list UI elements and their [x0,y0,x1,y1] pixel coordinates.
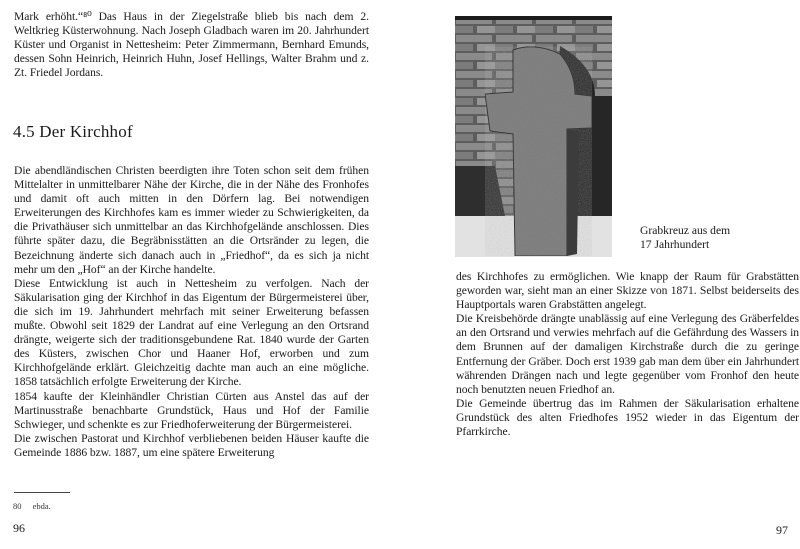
right-page [400,0,800,549]
paragraph: des Kirchhofes zu ermöglichen. Wie knapp der Raum für Grabstätten geworden war, sieht man an einer Skizze von 1871. Selbst beiderseits des Hauptportals waren Grabstätten angelegt. [456,270,799,312]
footnote [13,501,51,511]
footnote-divider [14,492,70,493]
footnote-number: 80 [13,501,22,511]
paragraph: Die Gemeinde übertrug das im Rahmen der Säkularisation erhaltene Grundstück des alten Friedhofes 1952 wieder in das Eigentum der Pfarrkirche. [456,396,799,439]
right-body-text [456,270,799,439]
grave-cross-photo [455,16,612,257]
grave-cross-illustration [455,16,612,257]
intro-paragraph [14,10,369,80]
page-number-left: 96 [13,521,25,535]
paragraph: 1854 kaufte der Kleinhändler Christian Cürten aus Anstel das auf der Martinusstraße benachbarte Grundstück, Haus und Hof der Familie Schwieger, und schenkte es zur Friedhoferweiterung der Bürgermeisterei. [14,389,369,431]
footnote-text: ebda. [32,501,51,511]
caption-line: Grabkreuz aus dem [640,224,731,237]
paragraph: Diese Entwicklung ist auch in Nettesheim zu verfolgen. Nach der Säkularisation ging der Kirchhof in das Eigentum der Bürgermeisterei über, die sich im 19. Jahrhundert mehrfach mit seiner Erweiterung befassen mußte. Obwohl seit 1829 der Landrat auf eine Verlegung an den Ortsrand drängte, weigerte sich der traditionsgebundene Rat. 1840 wurde der Garten des Küsters, zwischen Chor und Haaner Hof, erworben und zum Kirchhofgelände erklärt. Gleichzeitig dachte man auch an eine mögliche. 1858 tatsächlich erfolgte Erweiterung der Kirche. [14,276,369,389]
paragraph: Die abendländischen Christen beerdigten ihre Toten schon seit dem frühen Mittelalter in unmittelbarer Nähe der Kirche, die in der Nähe des Fronhofes und damit oft auch mitten in den Dörfern lag. Bei notwendigen Erweiterungen des Kirchhofes kam es immer wieder zu Schwierigkeiten, da die Privathäuser sich unmittelbar an das Kirchhofgelände anschlossen. Dies führte später dazu, die Begräbnisstätten an die Ortsränder zu legen, die Bezeichnung änderte sich danach auch in „Friedhof“, da es sich ja nicht mehr um den „Hof“ an der Kirche handelte. [14,164,369,276]
photo-caption [640,224,760,252]
page-number-right: 97 [776,523,788,537]
paragraph: Die Kreisbehörde drängte unablässig auf eine Verlegung des Gräberfeldes an den Ortsrand und verwies mehrfach auf die Gefährdung des Wassers in dem Brunnen auf der damaligen Kirchstraße durch die zu geringe Entfernung der Gräber. Doch erst 1939 gab man dem über ein Jahrhundert währenden Drängen nach und legte gegenüber vom Fronhof den heute noch benutzten neuen Friedhof an. [456,312,799,396]
paragraph: Mark erhöht.“⁸⁰ Das Haus in der Ziegelstraße blieb bis nach dem 2. Weltkrieg Küsterwohnung. Nach Joseph Gladbach waren im 20. Jahrhundert Küster und Organist in Nettesheim: Peter Zimmermann, Bernhard Emunds, dessen Sohn Heinrich, Heinrich Huhn, Josef Hellings, Walter Brahm und z. Zt. Friedel Jordans. [14,10,369,80]
left-body-text [14,164,369,460]
paragraph: Die zwischen Pastorat und Kirchhof verbliebenen beiden Häuser kaufte die Gemeinde 1886 bzw. 1887, um eine spätere Erweiterung [14,431,369,459]
caption-line: 17 Jahrhundert [640,238,710,251]
section-heading: 4.5 Der Kirchhof [13,122,133,141]
